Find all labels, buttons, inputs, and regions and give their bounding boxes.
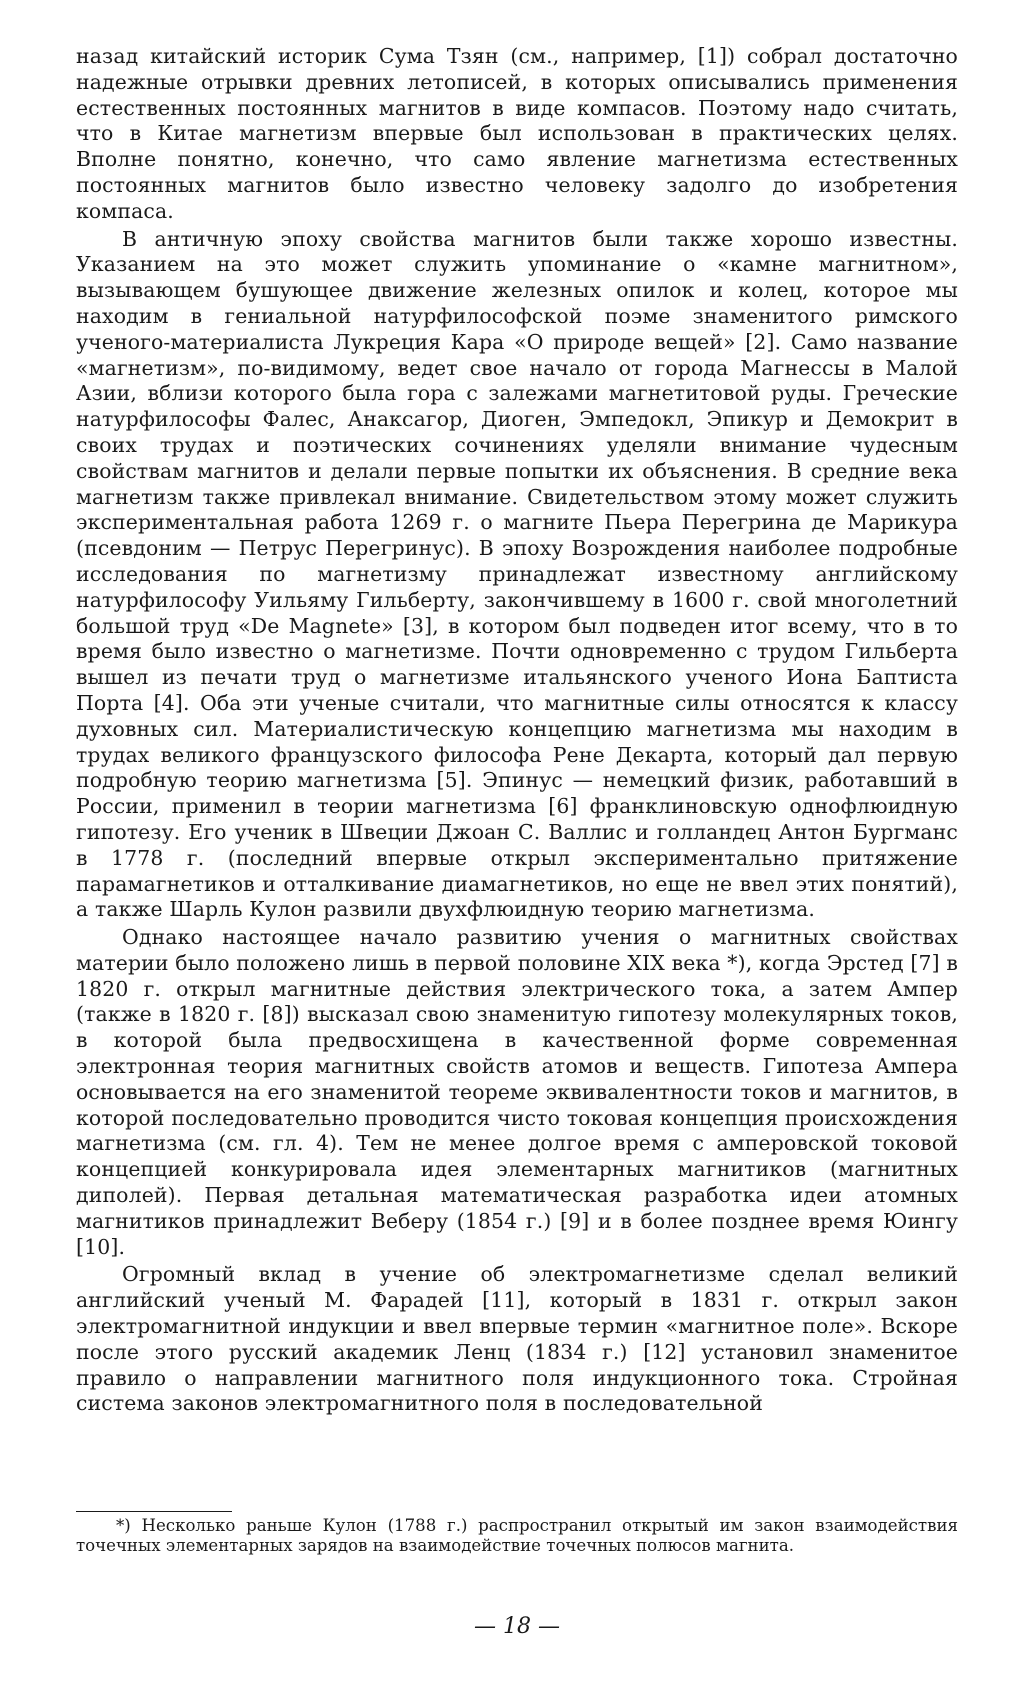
paragraph-1: назад китайский историк Сума Тзян (см., например, [1]) собрал достаточно надежные отрывки древних летописей, в которых описывались применения естественных постоянных магнитов в виде компасов. Поэтому надо считать, что в Китае магнетизм впервые был использован в практических целях. Вполне понятно, конечно, что само явление магнетизма естественных постоянных магнитов было известно человеку задолго до изобретения компаса. <box>76 44 958 223</box>
paragraph-4: Огромный вклад в учение об электромагнетизме сделал великий английский ученый М. Фарадей [11], который в 1831 г. открыл закон электромагнитной индукции и ввел впервые термин «магнитное поле». Вскоре после этого русский академик Ленц (1834 г.) [12] установил знаменитое правило о направлении магнитного поля индукционного тока. Стройная система законов электромагнитного поля в последовательной <box>76 1262 958 1416</box>
footnote-rule <box>76 1511 232 1512</box>
footnote: *) Несколько раньше Кулон (1788 г.) распространил открытый им закон взаимодействия точечных элементарных зарядов на взаимодействие точечных полюсов магнита. <box>76 1516 958 1555</box>
paragraph-2: В античную эпоху свойства магнитов были также хорошо известны. Указанием на это может служить упоминание о «камне магнитном», вызывающем бушующее движение железных опилок и колец, которое мы находим в гениальной натурфилософской поэме знаменитого римского ученого-материалиста Лукреция Кара «О природе вещей» [2]. Само название «магнетизм», по-видимому, ведет свое начало от города Магнессы в Малой Азии, вблизи которого была гора с залежами магнетитовой руды. Греческие натурфилософы Фалес, Анаксагор, Диоген, Эмпедокл, Эпикур и Демокрит в своих трудах и поэтических сочинениях уделяли внимание чудесным свойствам магнитов и делали первые попытки их объяснения. В средние века магнетизм также привлекал внимание. Свидетельством этому может служить экспериментальная работа 1269 г. о магните Пьера Перегрина де Марикура (псевдоним — Петрус Перегринус). В эпоху Возрождения наиболее подробные исследования по магнетизму принадлежат известному английскому натурфилософу Уильяму Гильберту, закончившему в 1600 г. свой многолетний большой труд «De Magnete» [3], в котором был подведен итог всему, что в то время было известно о магнетизме. Почти одновременно с трудом Гильберта вышел из печати труд о магнетизме итальянского ученого Иона Баптиста Порта [4]. Оба эти ученые считали, что магнитные силы относятся к классу духовных сил. Материалистическую концепцию магнетизма мы находим в трудах великого французского философа Рене Декарта, который дал первую подробную теорию магнетизма [5]. Эпинус — немецкий физик, работавший в России, применил в теории магнетизма [6] франклиновскую однофлюидную гипотезу. Его ученик в Швеции Джоан С. Валлис и голландец Антон Бургманс в 1778 г. (последний впервые открыл экспериментально притяжение парамагнетиков и отталкивание диамагнетиков, но еще не ввел этих понятий), а также Шарль Кулон развили двухфлюидную теорию магнетизма. <box>76 226 958 922</box>
page-number: — 18 — <box>474 1614 560 1639</box>
body-text <box>76 44 958 1417</box>
paragraph-3: Однако настоящее начало развитию учения о магнитных свойствах материи было положено лишь в первой половине XIX века *), когда Эрстед [7] в 1820 г. открыл магнитные действия электрического тока, а затем Ампер (также в 1820 г. [8]) высказал свою знаменитую гипотезу молекулярных токов, в которой была предвосхищена в качественной форме современная электронная теория магнитных свойств атомов и веществ. Гипотеза Ампера основывается на его знаменитой теореме эквивалентности токов и магнитов, в которой последовательно проводится чисто токовая концепция происхождения магнетизма (см. гл. 4). Тем не менее долгое время с амперовской токовой концепцией конкурировала идея элементарных магнитиков (магнитных диполей). Первая детальная математическая разработка идеи атомных магнитиков принадлежит Веберу (1854 г.) [9] и в более позднее время Юингу [10]. <box>76 925 958 1259</box>
book-page <box>76 44 958 1664</box>
